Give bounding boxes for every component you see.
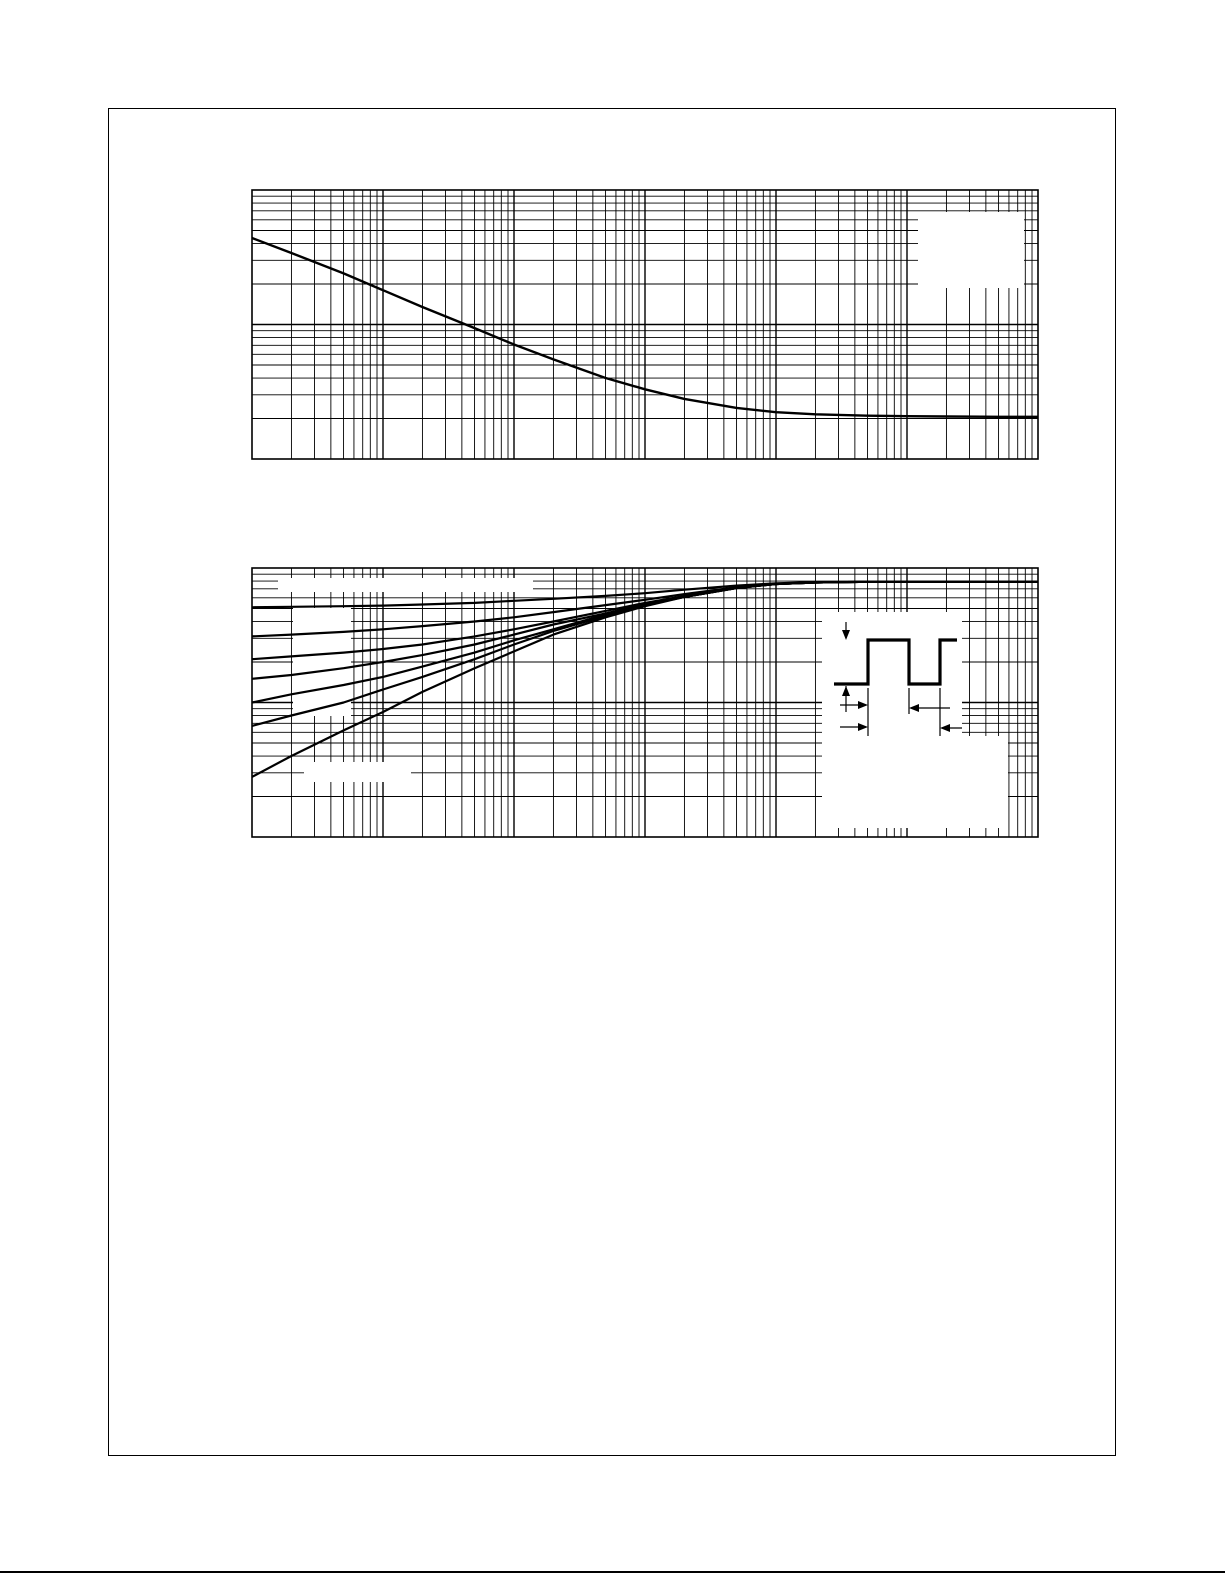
label-box bbox=[278, 578, 533, 592]
label-box bbox=[293, 608, 351, 716]
label-box bbox=[918, 212, 1024, 288]
label-box bbox=[304, 762, 411, 782]
chart-2 bbox=[252, 568, 1038, 837]
chart-1 bbox=[252, 190, 1038, 459]
inset-box bbox=[822, 736, 1008, 828]
